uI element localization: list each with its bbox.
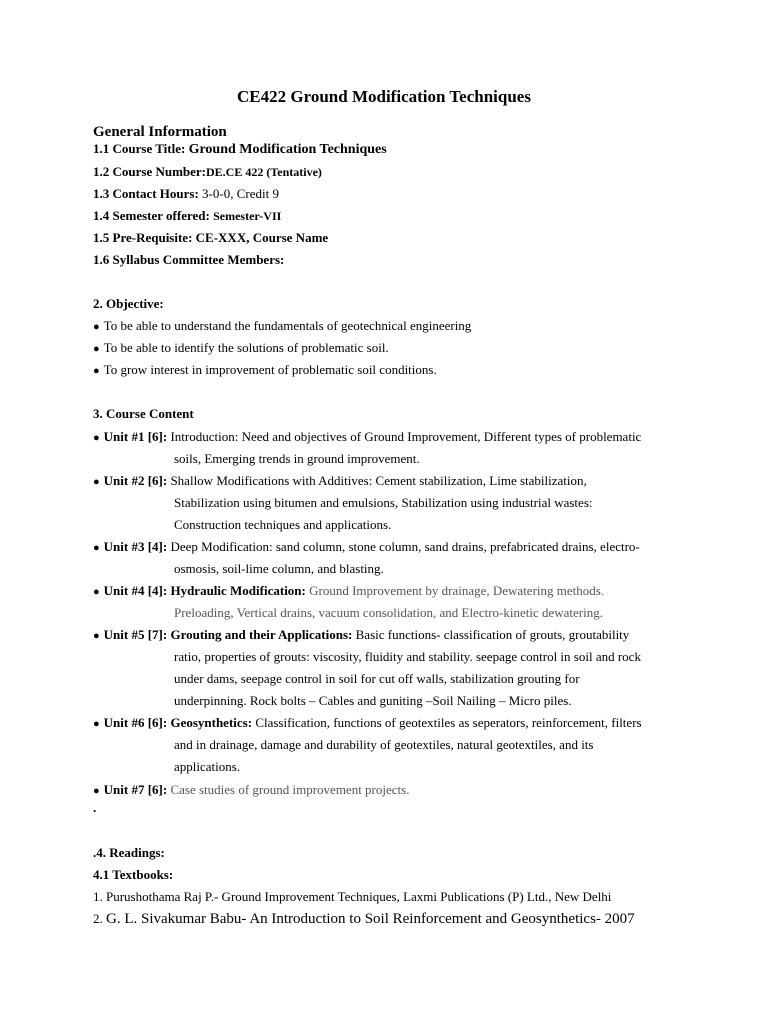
unit-text: osmosis, soil-lime column, and blasting.: [174, 561, 384, 576]
objective-heading: 2. Objective:: [93, 296, 164, 311]
unit-subhead: Geosynthetics:: [170, 715, 253, 730]
unit-5: [93, 627, 629, 644]
bullet-icon: ●: [93, 476, 100, 488]
unit-text: Classification, functions of geotextiles as seperators, reinforcement, filters: [255, 715, 642, 730]
unit-label: Unit #6 [6]:: [103, 715, 168, 730]
unit-1: [93, 429, 641, 446]
textbook-item: [93, 911, 635, 927]
unit-text: ratio, properties of grouts: viscosity, fluidity and stability. seepage control in soil and rock: [174, 649, 641, 664]
unit-text: and in drainage, damage and durability of geotextiles, natural geotextiles, and its: [174, 737, 594, 752]
bullet-icon: ●: [93, 718, 100, 730]
objective-item: [93, 340, 389, 357]
unit-text: Case studies of ground improvement projects.: [170, 782, 410, 797]
unit-text: Preloading, Vertical drains, vacuum consolidation, and Electro-kinetic dewatering.: [174, 605, 603, 620]
unit-label: Unit #7 [6]:: [103, 782, 168, 797]
unit-3: [93, 539, 640, 556]
course-title-value: Ground Modification Techniques: [188, 142, 387, 157]
textbooks-heading: 4.1 Textbooks:: [93, 867, 174, 882]
prerequisite: 1.5 Pre-Requisite: CE-XXX, Course Name: [93, 230, 329, 245]
bullet-icon: ●: [93, 365, 100, 377]
unit-text: Construction techniques and applications.: [174, 517, 392, 532]
trailing-dot: .: [93, 800, 97, 815]
objective-item: [93, 362, 437, 379]
unit-text: under dams, seepage control in soil for cut off walls, stabilization grouting for: [174, 671, 580, 686]
objective-text: To be able to identify the solutions of problematic soil.: [103, 340, 389, 355]
contact-hours-value: 3-0-0, Credit 9: [202, 186, 279, 201]
document-title: CE422 Ground Modification Techniques: [237, 87, 531, 106]
objective-text: To grow interest in improvement of problematic soil conditions.: [103, 362, 437, 377]
unit-text: soils, Emerging trends in ground improvement.: [174, 451, 420, 466]
unit-label: Unit #2 [6]:: [103, 473, 168, 488]
textbook-text: Purushothama Raj P.- Ground Improvement Techniques, Laxmi Publications (P) Ltd., New Delhi: [106, 889, 612, 904]
unit-subhead: Grouting and their Applications:: [170, 627, 353, 642]
unit-text: Stabilization using bitumen and emulsions, Stabilization using industrial wastes:: [174, 495, 593, 510]
semester-value: Semester-VII: [213, 209, 282, 223]
bullet-icon: ●: [93, 343, 100, 355]
textbook-item: [93, 889, 611, 905]
unit-subhead: Hydraulic Modification:: [170, 583, 306, 598]
unit-text: Deep Modification: sand column, stone column, sand drains, prefabricated drains, electro-: [170, 539, 640, 554]
textbook-text: G. L. Sivakumar Babu- An Introduction to Soil Reinforcement and Geosynthetics- 2007: [106, 911, 635, 927]
unit-2: [93, 473, 587, 490]
unit-text: Basic functions- classification of grouts, groutability: [355, 627, 630, 642]
contact-hours-row: [93, 186, 279, 202]
semester-row: [93, 208, 281, 224]
textbook-number: 1.: [93, 889, 103, 904]
bullet-icon: ●: [93, 630, 100, 642]
unit-text: Ground Improvement by drainage, Dewatering methods.: [309, 583, 605, 598]
course-content-heading: 3. Course Content: [93, 406, 194, 421]
unit-4: [93, 583, 604, 600]
syllabus-committee: 1.6 Syllabus Committee Members:: [93, 252, 285, 267]
semester-label: 1.4 Semester offered:: [93, 208, 210, 223]
contact-hours-label: 1.3 Contact Hours:: [93, 186, 199, 201]
course-title-label: 1.1 Course Title:: [93, 141, 186, 156]
bullet-icon: ●: [93, 586, 100, 598]
unit-text: Introduction: Need and objectives of Ground Improvement, Different types of problematic: [170, 429, 642, 444]
readings-heading: .4. Readings:: [93, 845, 165, 860]
unit-label: Unit #4 [4]:: [103, 583, 168, 598]
bullet-icon: ●: [93, 542, 100, 554]
course-title-row: [93, 141, 387, 158]
objective-text: To be able to understand the fundamentals of geotechnical engineering: [103, 318, 472, 333]
general-info-heading: General Information: [93, 124, 227, 140]
unit-text: applications.: [174, 759, 241, 774]
unit-label: Unit #5 [7]:: [103, 627, 168, 642]
unit-label: Unit #1 [6]:: [103, 429, 168, 444]
bullet-icon: ●: [93, 432, 100, 444]
bullet-icon: ●: [93, 785, 100, 797]
bullet-icon: ●: [93, 321, 100, 333]
unit-text: Shallow Modifications with Additives: Cement stabilization, Lime stabilization,: [170, 473, 587, 488]
objective-item: [93, 318, 471, 335]
unit-label: Unit #3 [4]:: [103, 539, 168, 554]
course-number-row: [93, 164, 322, 180]
unit-7: [93, 782, 409, 799]
unit-text: underpinning. Rock bolts – Cables and guniting –Soil Nailing – Micro piles.: [174, 693, 572, 708]
unit-6: [93, 715, 642, 732]
course-number-value: DE.CE 422 (Tentative): [206, 165, 322, 179]
course-number-label: 1.2 Course Number:: [93, 164, 207, 179]
textbook-number: 2.: [93, 911, 103, 926]
